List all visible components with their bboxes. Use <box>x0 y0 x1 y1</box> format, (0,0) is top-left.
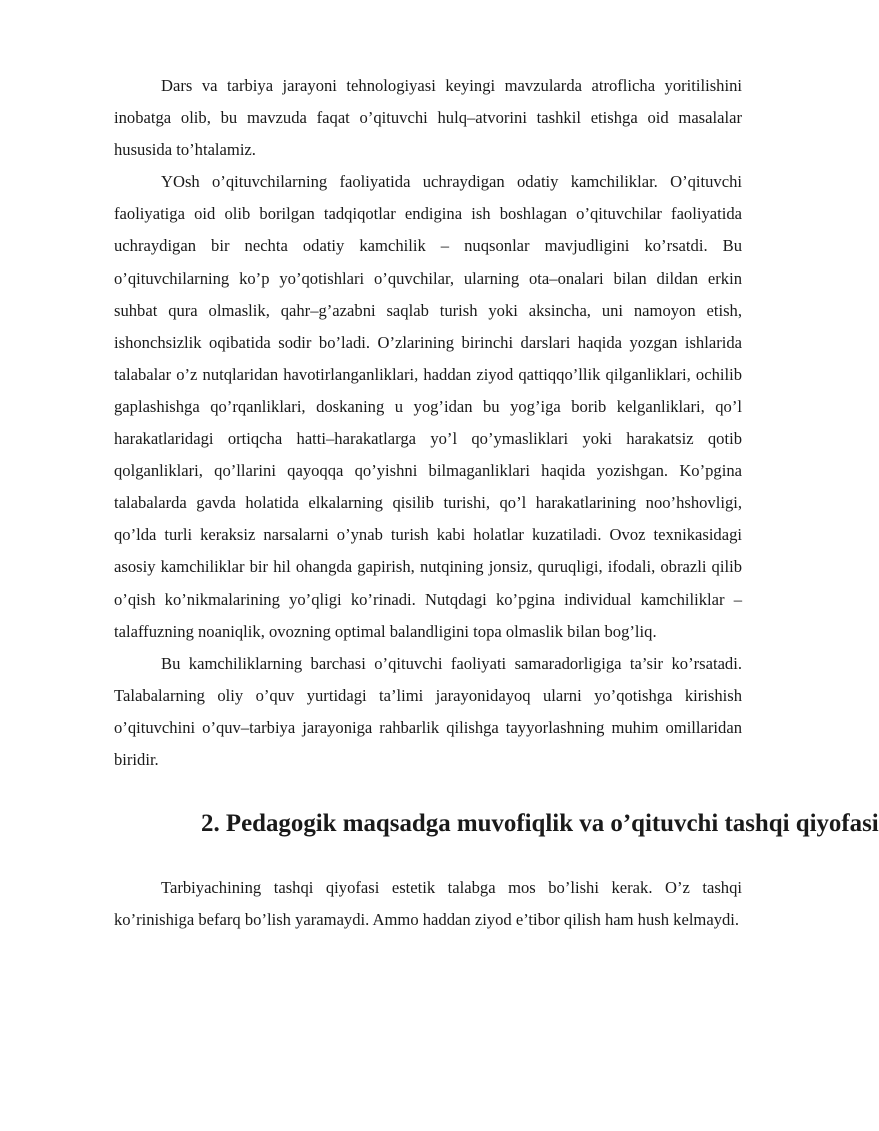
paragraph-intro: Dars va tarbiya jarayoni tehnologiyasi keyingi mavzularda atroflicha yoritilishini inobatga olib, bu mavzuda faqat o’qituvchi hulq–atvorini tashkil etishga oid masalalar hususida to’htalamiz. <box>114 76 742 160</box>
document-page <box>114 70 879 936</box>
paragraph-common-shortcomings: YOsh o’qituvchilarning faoliyatida uchraydigan odatiy kamchiliklar. O’qituvchi faoliyatiga oid olib borilgan tadqiqotlar endigina ish boshlagan o’qituvchilar faoliyatida uchraydigan bir nechta odatiy kamchilik – nuqsonlar mavjudligini ko’rsatdi. Bu o’qituvchilarning ko’p yo’qotishlari o’quvchilar, ularning ota–onalari bilan dildan erkin suhbat qura olmaslik, qahr–g’azabni saqlab turish yoki aksincha, uni namoyon etish, ishonchsizlik oqibatida sodir bo’ladi. O’zlarining birinchi darslari haqida yozgan ishlarida talabalar o’z nutqlaridan havotirlanganliklari, haddan ziyod qattiqqo’llik qilganliklari, ochilib gaplashishga qo’rqanliklari, doskaning u yog’idan bu yog’iga borib kelganliklari, qo’l harakatlaridagi ortiqcha hatti–harakatlarga yo’l qo’ymasliklari yoki harakatsiz qotib qolganliklari, qo’llarini qayoqqa qo’yishni bilmaganliklari haqida yozishgan. Ko’pgina talabalarda gavda holatida elkalarning qisilib turishi, qo’l harakatlarining noo’hshovligi, qo’lda turli keraksiz narsalarni o’ynab turish kabi holatlar kuzatiladi. Ovoz texnikasidagi asosiy kamchiliklar bir hil ohangda gapirish, nutqining jonsiz, quruqligi, ifodali, obrazli qilib o’qish ko’nikmalarining yo’qligi ko’rinadi. Nutqdagi ko’pgina individual kamchiliklar – talaffuzning noaniqlik, ovozning optimal balandligini topa olmaslik bilan bog’liq. <box>114 172 742 641</box>
paragraph-conclusion: Bu kamchiliklarning barchasi o’qituvchi faoliyati samaradorligiga ta’sir ko’rsatadi. Talabalarning oliy o’quv yurtidagi ta’limi jarayonidayoq ularni yo’qotishga kirishish o’qituvchini o’quv–tarbiya jarayoniga rahbarlik qilishga tayyorlashning muhim omillaridan biridir. <box>114 653 742 769</box>
section-heading: 2. Pedagogik maqsadga muvofiqlik va o’qituvchi tashqi qiyofasi <box>201 810 879 838</box>
paragraph-appearance: Tarbiyachining tashqi qiyofasi estetik talabga mos bo’lishi kerak. O’z tashqi ko’rinishiga befarq bo’lish yaramaydi. Ammo haddan ziyod e’tibor qilish ham hush kelmaydi. <box>114 878 742 930</box>
